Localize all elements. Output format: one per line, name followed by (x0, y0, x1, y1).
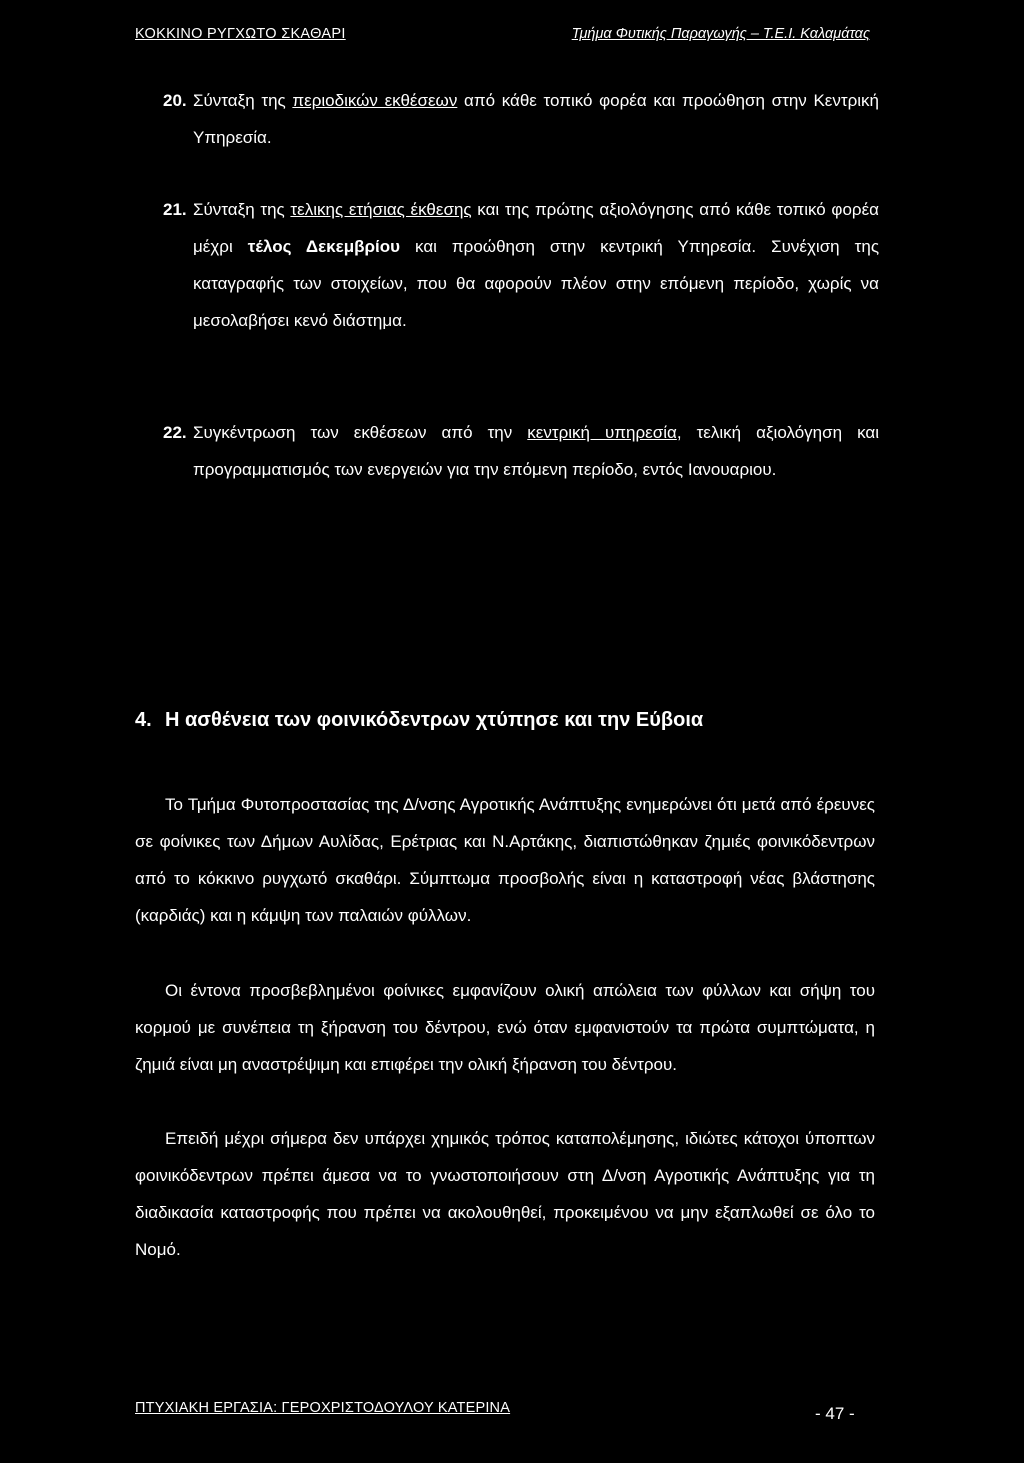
header-department: Τμήμα Φυτικής Παραγωγής – Τ.Ε.Ι. Καλαμάτας (571, 26, 870, 42)
list-item-number: 21. (163, 200, 187, 219)
list-item-underlined-text: κεντρική υπηρεσία (527, 423, 677, 442)
section-title-text: Η ασθένεια των φοινικόδεντρων χτύπησε και την Εύβοια (165, 709, 704, 731)
section-number: 4. (135, 709, 152, 731)
list-item-text: και προώθηση στην κεντρική Υπηρεσία. Συνέχιση της καταγραφής των στοιχείων, που θα αφορούν πλέον στην επόμενη περίοδο, χωρίς να μεσολαβήσει κενό διάστημα. (193, 237, 880, 330)
list-item-text: Συγκέντρωση των εκθέσεων από την (193, 423, 528, 442)
list-item-text: , τελική αξιολόγηση και προγραμματισμός των ενεργειών για την επόμενη περίοδο, εντός Ιανουαριου. (193, 423, 879, 479)
list-item-underlined-text: τελικης ετήσιας έκθεσης (290, 200, 472, 219)
list-item-bold-text: τέλος Δεκεμβρίου (247, 237, 401, 256)
list-item-number: 22. (163, 423, 187, 442)
footer-author: ΠΤΥΧΙΑΚΗ ΕΡΓΑΣΙΑ: ΓΕΡΟΧΡΙΣΤΟΔΟΥΛΟΥ ΚΑΤΕΡΙΝΑ (135, 1400, 511, 1416)
section-heading (135, 700, 703, 740)
paragraph-2: Οι έντονα προσβεβλημένοι φοίνικες εμφανίζουν ολική απώλεια των φύλλων και σήψη του κορμού με συνέπεια τη ξήρανση του δέντρου, ενώ όταν εμφανιστούν τα πρώτα συμπτώματα, η ζημιά είναι μη αναστρέψιμη και επιφέρει την ολική ξήρανση του δέντρου. (135, 981, 875, 1074)
page-header (135, 21, 870, 47)
page-number: - 47 - (815, 1404, 855, 1423)
list-item-text: και της πρώτης αξιολόγησης από κάθε τοπικό φορέα μέχρι (193, 200, 879, 256)
paragraph-1: Το Τμήμα Φυτοπροστασίας της Δ/νσης Αγροτικής Ανάπτυξης ενημερώνει ότι μετά από έρευνες σε φοίνικες των Δήμων Αυλίδας, Ερέτριας και Ν.Αρτάκης, διαπιστώθηκαν ζημιές φοινικόδεντρων από το κόκκινο ρυγχωτό σκαθάρι. Σύμπτωμα προσβολής είναι η καταστροφή νέας βλάστησης (καρδιάς) και η κάμψη των παλαιών φύλλων. (135, 795, 875, 925)
list-item-number: 20. (163, 91, 187, 110)
list-item-text: Σύνταξη της (193, 91, 293, 110)
list-item-text: Σύνταξη της (193, 200, 291, 219)
list-item-text: από κάθε τοπικό φορέα και προώθηση στην Κεντρική Υπηρεσία. (193, 91, 879, 147)
header-title: ΚΟΚΚΙΝΟ ΡΥΓΧΩΤΟ ΣΚΑΘΑΡΙ (135, 26, 346, 42)
list-item-22 (163, 414, 879, 488)
list-item-20 (163, 82, 879, 156)
paragraph-3: Επειδή μέχρι σήμερα δεν υπάρχει χημικός τρόπος καταπολέμησης, ιδιώτες κάτοχοι ύποπτων φοινικόδεντρων πρέπει άμεσα να το γνωστοποιήσουν στη Δ/νση Αγροτικής Ανάπτυξης για τη διαδικασία καταστροφής που πρέπει να ακολουθηθεί, προκειμένου να μην εξαπλωθεί σε όλο το Νομό. (135, 1129, 875, 1259)
list-item-underlined-text: περιοδικών εκθέσεων (292, 91, 458, 110)
list-item-21 (163, 191, 879, 339)
